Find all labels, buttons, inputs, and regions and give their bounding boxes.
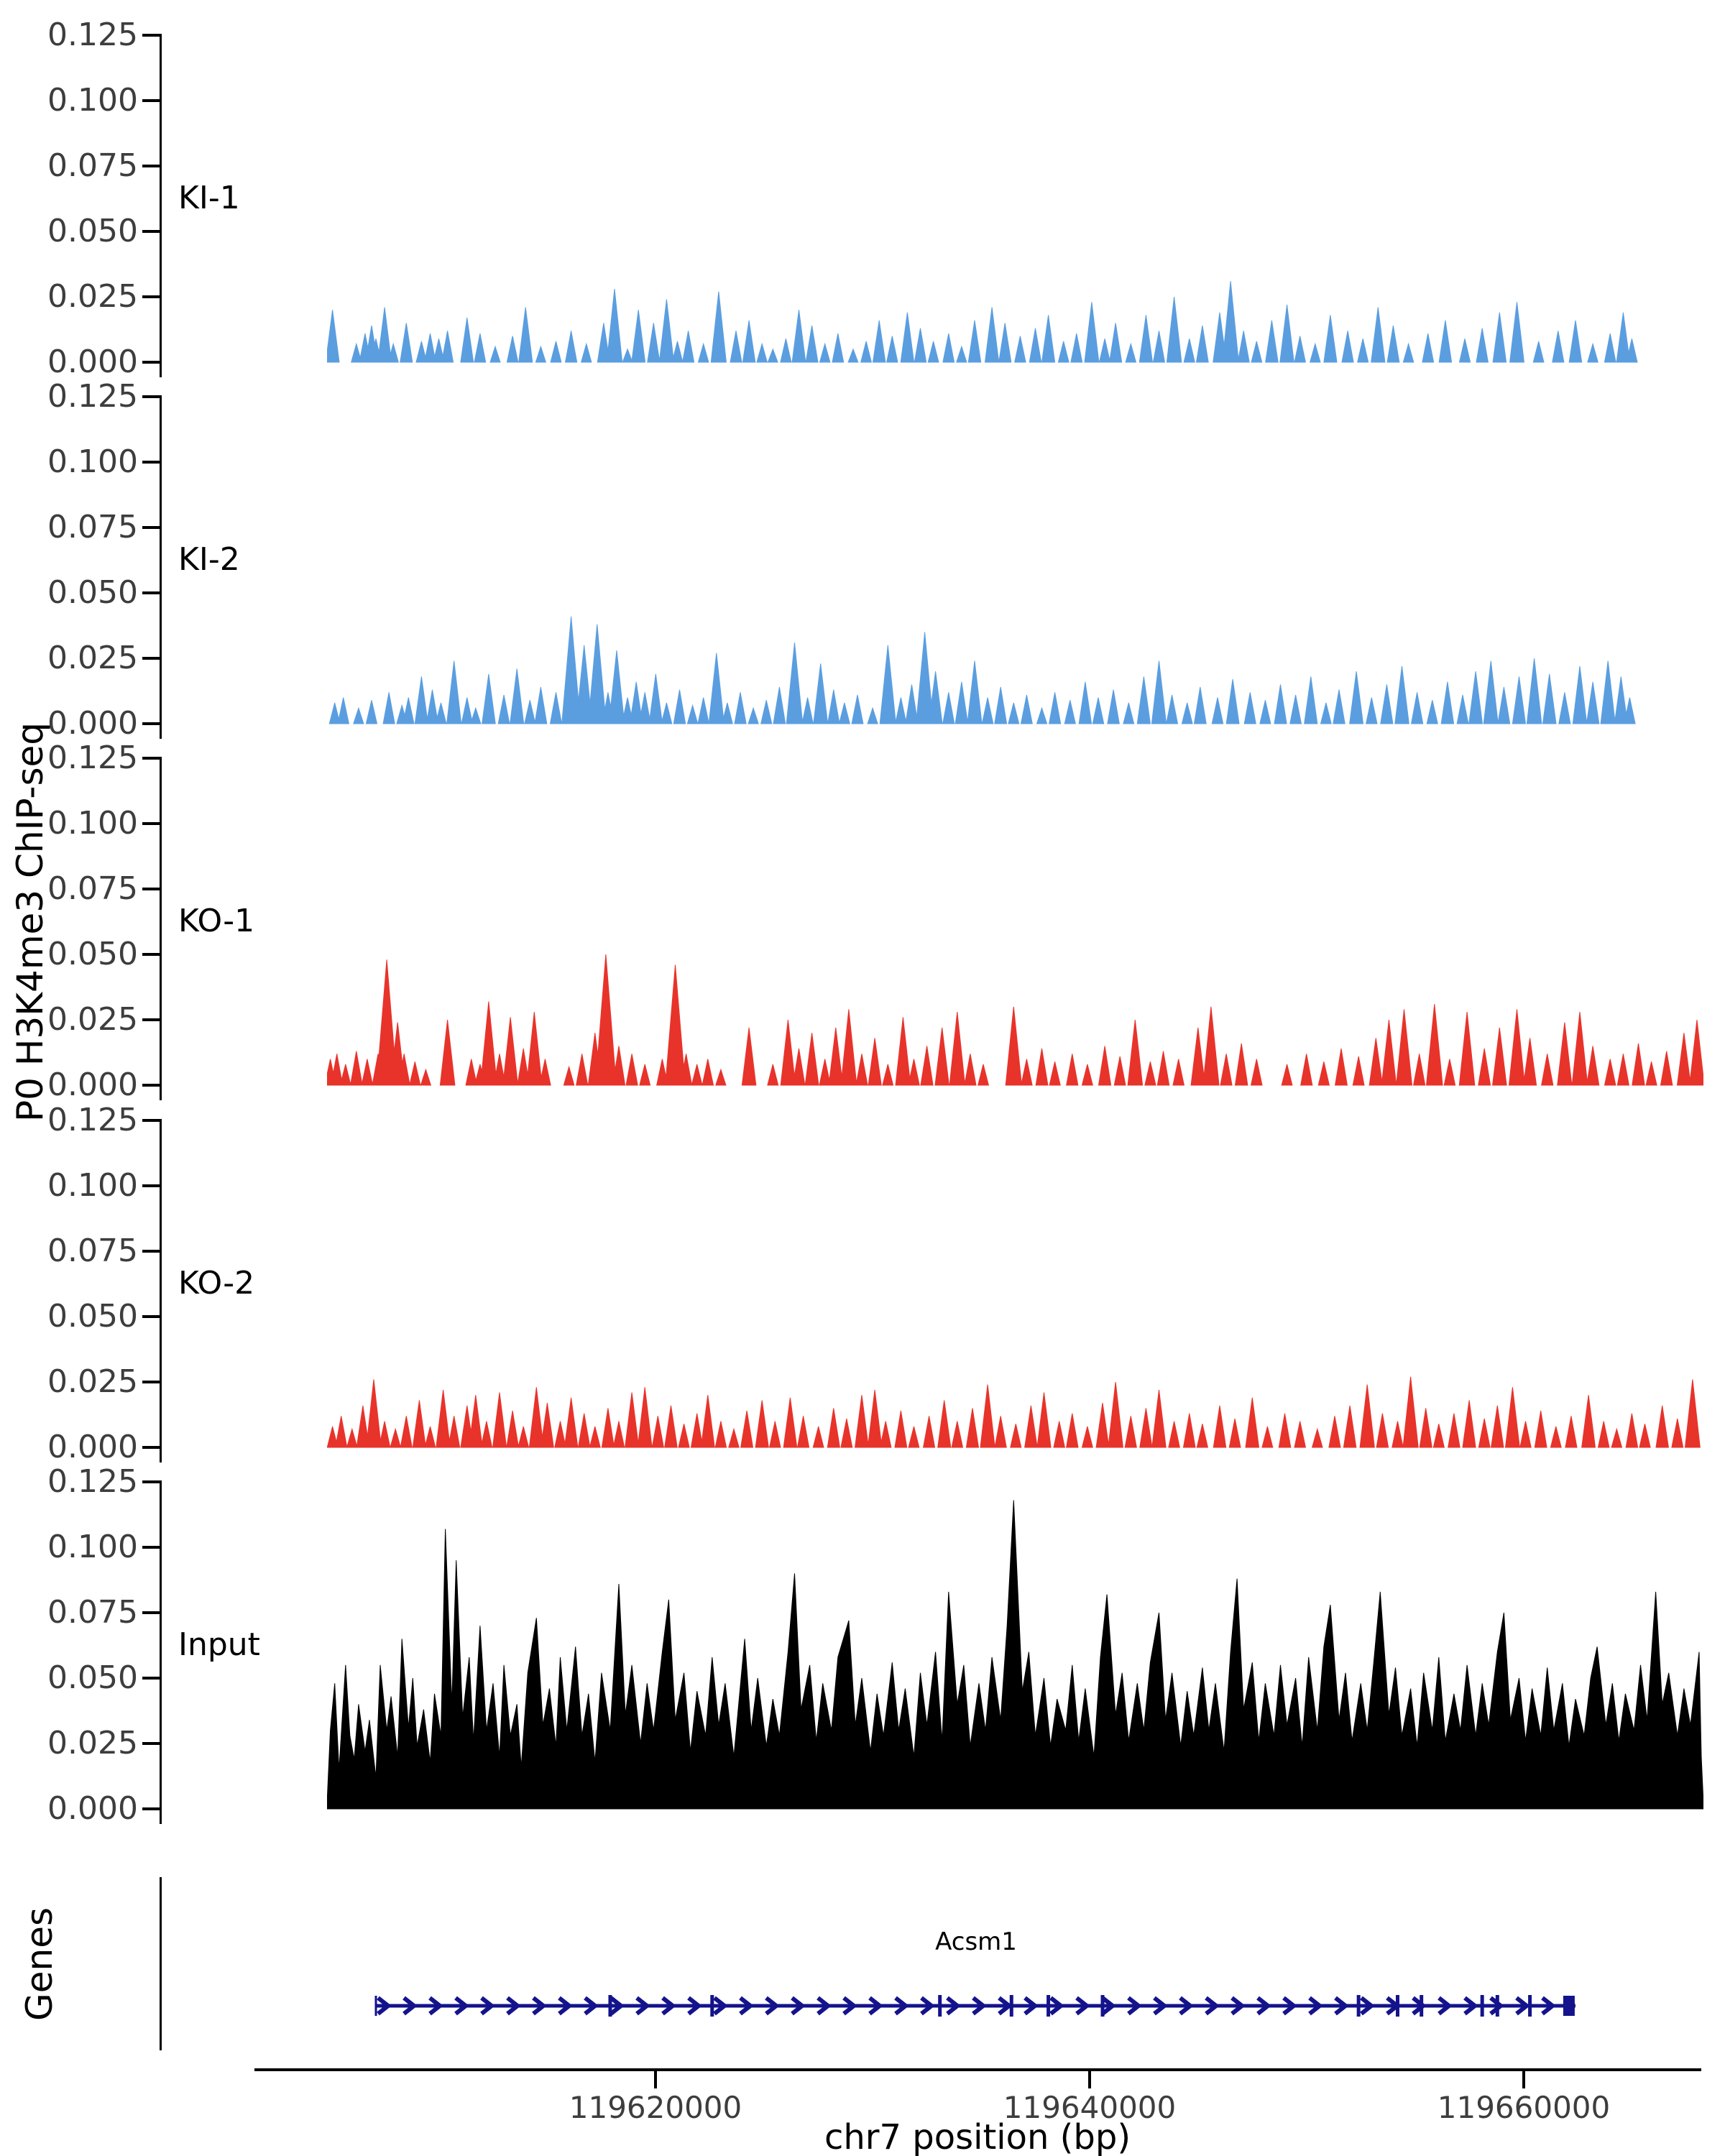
y-axis-line-KO-2 [160, 1119, 162, 1462]
y-tick-label: 0.125 [47, 17, 138, 53]
y-axis-line-KI-2 [160, 395, 162, 739]
gene-exon-mark [1396, 1995, 1399, 2017]
y-tick [142, 888, 162, 890]
y-tick [142, 1677, 162, 1680]
y-tick-label: 0.050 [47, 574, 138, 611]
y-tick [142, 953, 162, 956]
y-tick [142, 1250, 162, 1253]
gene-exon-mark [1481, 1995, 1484, 2017]
y-tick [142, 722, 162, 725]
y-tick-label: 0.100 [47, 805, 138, 842]
signal-path-KI-2 [329, 617, 1635, 724]
track-label-KO-2: KO-2 [178, 1265, 255, 1302]
y-tick [142, 1315, 162, 1318]
signal-path-KO-2 [327, 1377, 1700, 1447]
y-tick [142, 1480, 162, 1483]
x-tick-label: 119620000 [569, 2090, 742, 2125]
y-tick [142, 757, 162, 760]
x-tick-label: 119660000 [1437, 2090, 1611, 2125]
y-tick-label: 0.050 [47, 936, 138, 972]
gene-exon-mark [1496, 1995, 1499, 2017]
gene-exon-mark [1420, 1995, 1423, 2017]
y-tick [142, 1184, 162, 1187]
y-axis-line-Input [160, 1480, 162, 1824]
y-tick-label: 0.125 [47, 1463, 138, 1500]
y-tick-label: 0.025 [47, 278, 138, 315]
track-label-KI-1: KI-1 [178, 180, 240, 216]
y-tick-label: 0.075 [47, 509, 138, 545]
y-tick-label: 0.125 [47, 740, 138, 776]
y-tick [142, 295, 162, 298]
y-tick-label: 0.025 [47, 1725, 138, 1761]
x-tick [654, 2071, 657, 2088]
x-axis-label: chr7 position (bp) [824, 2117, 1131, 2156]
y-tick [142, 361, 162, 364]
y-tick [142, 657, 162, 660]
y-tick-label: 0.100 [47, 1167, 138, 1204]
gene-exon-mark [608, 1995, 612, 2017]
signal-area-KO-2 [327, 1120, 1703, 1462]
gene-exon-mark [1528, 1995, 1532, 2017]
genes-panel-label: Genes [19, 1907, 60, 2022]
y-tick-label: 0.100 [47, 82, 138, 119]
y-axis-line-KO-1 [160, 757, 162, 1100]
y-tick-label: 0.075 [47, 1233, 138, 1269]
y-tick-label: 0.025 [47, 1363, 138, 1400]
track-label-KO-1: KO-1 [178, 903, 255, 939]
y-tick-label: 0.000 [47, 344, 138, 380]
x-tick-label: 119640000 [1003, 2090, 1177, 2125]
y-tick [142, 1119, 162, 1122]
gene-model-diagram [327, 1976, 1703, 2055]
gene-end-exon-block [1563, 1996, 1575, 2016]
gene-exon-mark [710, 1995, 714, 2017]
y-tick [142, 1611, 162, 1614]
y-tick [142, 165, 162, 167]
y-axis-title: P0 H3K4me3 ChIP-seq [9, 722, 51, 1123]
y-tick-label: 0.000 [47, 1429, 138, 1465]
y-tick-label: 0.000 [47, 1790, 138, 1827]
y-tick [142, 822, 162, 825]
y-tick-label: 0.000 [47, 705, 138, 742]
signal-path-KI-1 [327, 281, 1637, 362]
y-tick [142, 1446, 162, 1449]
signal-path-KO-1 [327, 954, 1703, 1085]
y-tick [142, 1381, 162, 1383]
gene-name-label: Acsm1 [935, 1927, 1017, 1956]
y-tick [142, 1807, 162, 1810]
y-tick-label: 0.025 [47, 1001, 138, 1038]
y-tick [142, 1018, 162, 1021]
y-tick-label: 0.050 [47, 1298, 138, 1335]
signal-path-Input [327, 1501, 1703, 1810]
signal-area-KI-2 [327, 397, 1703, 739]
y-tick-label: 0.125 [47, 1102, 138, 1138]
y-axis-line-KI-1 [160, 34, 162, 377]
y-tick [142, 1546, 162, 1549]
signal-area-KI-1 [327, 35, 1703, 377]
x-tick [1522, 2071, 1525, 2088]
gene-exon-mark [1010, 1995, 1013, 2017]
y-tick [142, 395, 162, 398]
x-tick [1088, 2071, 1091, 2088]
gene-exon-mark [1101, 1995, 1105, 2017]
gene-start-mark [375, 1996, 377, 2016]
y-tick [142, 1084, 162, 1087]
y-tick-label: 0.025 [47, 640, 138, 676]
track-label-Input: Input [178, 1626, 260, 1663]
gene-exon-mark [1046, 1995, 1050, 2017]
y-tick [142, 526, 162, 529]
y-tick-label: 0.075 [47, 1594, 138, 1631]
genes-panel-axis-line [160, 1877, 162, 2050]
y-tick [142, 34, 162, 37]
y-tick [142, 1742, 162, 1745]
y-tick-label: 0.000 [47, 1067, 138, 1103]
y-tick-label: 0.050 [47, 1659, 138, 1696]
y-tick [142, 591, 162, 594]
y-tick-label: 0.100 [47, 443, 138, 480]
y-tick-label: 0.100 [47, 1529, 138, 1565]
y-tick [142, 99, 162, 102]
gene-exon-mark [938, 1995, 942, 2017]
y-tick-label: 0.075 [47, 870, 138, 907]
y-tick-label: 0.075 [47, 147, 138, 184]
signal-area-KO-1 [327, 758, 1703, 1100]
y-tick-label: 0.125 [47, 378, 138, 415]
x-axis-line [254, 2068, 1701, 2071]
track-label-KI-2: KI-2 [178, 541, 240, 578]
y-tick [142, 461, 162, 464]
y-tick [142, 230, 162, 233]
gene-exon-mark [1357, 1995, 1361, 2017]
y-tick-label: 0.050 [47, 213, 138, 249]
signal-area-Input [327, 1482, 1703, 1824]
